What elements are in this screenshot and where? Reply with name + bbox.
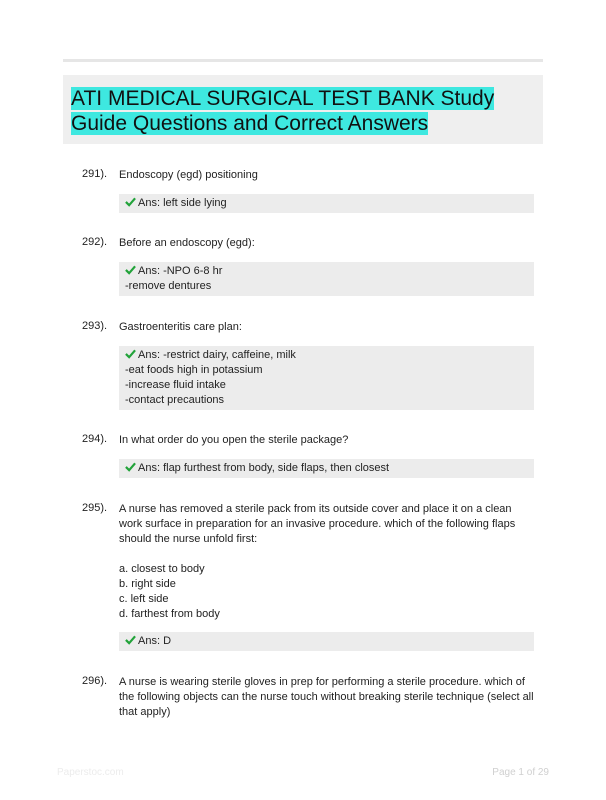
question-number: 296). — [82, 675, 108, 687]
answer-box — [119, 346, 534, 410]
question-number: 292). — [82, 236, 108, 248]
answer-box — [119, 459, 534, 478]
answer-line: Ans: flap furthest from body, side flaps, then closest — [138, 462, 390, 474]
answer-line: Ans: D — [138, 635, 172, 647]
answer-box — [119, 262, 534, 296]
page-number: Page 1 of 29 — [492, 767, 549, 778]
question-number: 294). — [82, 433, 108, 445]
question-text: Endoscopy (egd) positioning — [119, 169, 258, 181]
check-icon — [125, 461, 136, 472]
question-text: In what order do you open the sterile package? — [119, 434, 349, 446]
footer-watermark: Paperstoc.com — [57, 767, 124, 778]
question-text: A nurse has removed a sterile pack from its outside cover and place it on a clean work surface in preparation for an invasive procedure. which of the following flaps should the nurse unfold first: — [119, 503, 516, 545]
question-text: Gastroenteritis care plan: — [119, 321, 242, 333]
answer-line: Ans: -restrict dairy, caffeine, milk — [138, 349, 296, 361]
answer-line: -contact precautions — [125, 394, 225, 406]
check-icon — [125, 348, 136, 359]
answer-line: -eat foods high in potassium — [125, 364, 263, 376]
option-item: c. left side — [119, 593, 169, 605]
option-item: d. farthest from body — [119, 608, 220, 620]
answer-line: Ans: -NPO 6-8 hr — [138, 265, 223, 277]
check-icon — [125, 634, 136, 645]
document-title — [71, 86, 541, 136]
answer-box — [119, 194, 534, 213]
question-number: 295). — [82, 502, 108, 514]
question-text: Before an endoscopy (egd): — [119, 237, 255, 249]
document-title-text: ATI MEDICAL SURGICAL TEST BANK Study Guide Questions and Correct Answers — [71, 87, 495, 135]
option-item: a. closest to body — [119, 563, 205, 575]
option-item: b. right side — [119, 578, 176, 590]
option-list — [119, 562, 220, 622]
check-icon — [125, 196, 136, 207]
answer-box — [119, 632, 534, 651]
check-icon — [125, 264, 136, 275]
question-text: A nurse is wearing sterile gloves in prep for performing a sterile procedure. which of the following objects can the nurse touch without breaking sterile technique (select all that apply) — [119, 676, 534, 718]
question-number: 291). — [82, 168, 108, 180]
answer-line: -remove dentures — [125, 280, 212, 292]
top-divider — [63, 59, 543, 62]
answer-line: Ans: left side lying — [138, 197, 227, 209]
answer-line: -increase fluid intake — [125, 379, 226, 391]
question-number: 293). — [82, 320, 108, 332]
